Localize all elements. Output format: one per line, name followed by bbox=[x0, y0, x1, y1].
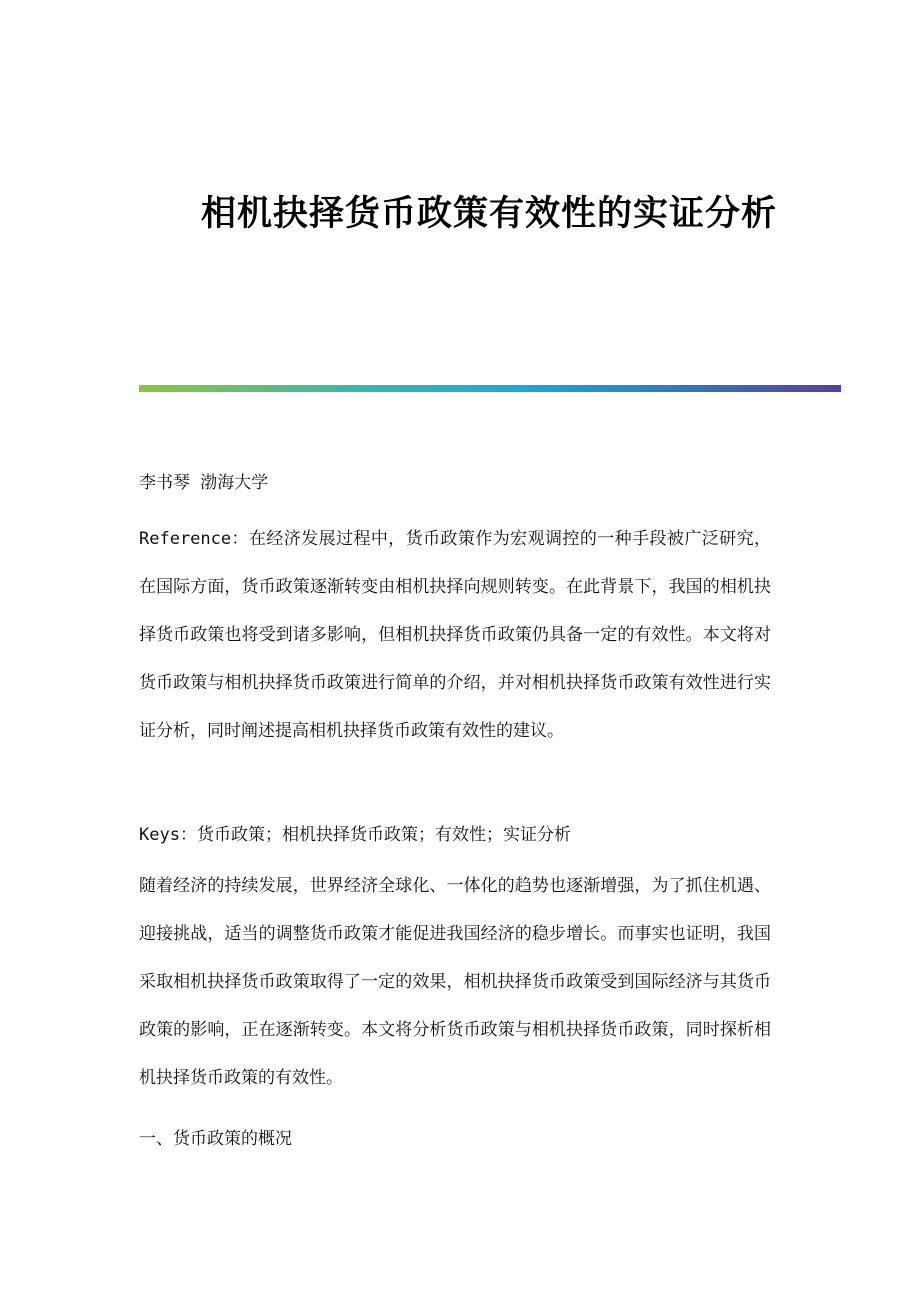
intro-paragraph: 随着经济的持续发展，世界经济全球化、一体化的趋势也逐渐增强，为了抓住机遇、迎接挑战，适当的调整货币政策才能促进我国经济的稳步增长。而事实也证明，我国采取相机抉择货币政策取得了一定的效果，相机抉择货币政策受到国际经济与其货币政策的影响，正在逐渐转变。本文将分析货币政策与相机抉择货币政策，同时探析相机抉择货币政策的有效性。 bbox=[139, 876, 771, 1088]
title-divider bbox=[139, 385, 841, 392]
section-heading: 一、货币政策的概况 bbox=[139, 1129, 292, 1149]
author-line: 李书琴 渤海大学 bbox=[139, 473, 269, 493]
keywords-paragraph bbox=[139, 811, 771, 859]
abstract-label: Reference： bbox=[139, 529, 249, 549]
keywords-label: Keys： bbox=[139, 825, 197, 845]
document-title: 相机抉择货币政策有效性的实证分析 bbox=[200, 193, 777, 234]
abstract-text: 在经济发展过程中，货币政策作为宏观调控的一种手段被广泛研究，在国际方面，货币政策逐渐转变由相机抉择向规则转变。在此背景下，我国的相机抉择货币政策也将受到诸多影响，但相机抉择货币政策仍具备一定的有效性。本文将对货币政策与相机抉择货币政策进行简单的介绍，并对相机抉择货币政策有效性进行实证分析，同时阐述提高相机抉择货币政策有效性的建议。 bbox=[139, 529, 771, 741]
keywords-text: 货币政策；相机抉择货币政策；有效性；实证分析 bbox=[196, 825, 571, 845]
abstract-paragraph bbox=[139, 515, 771, 755]
